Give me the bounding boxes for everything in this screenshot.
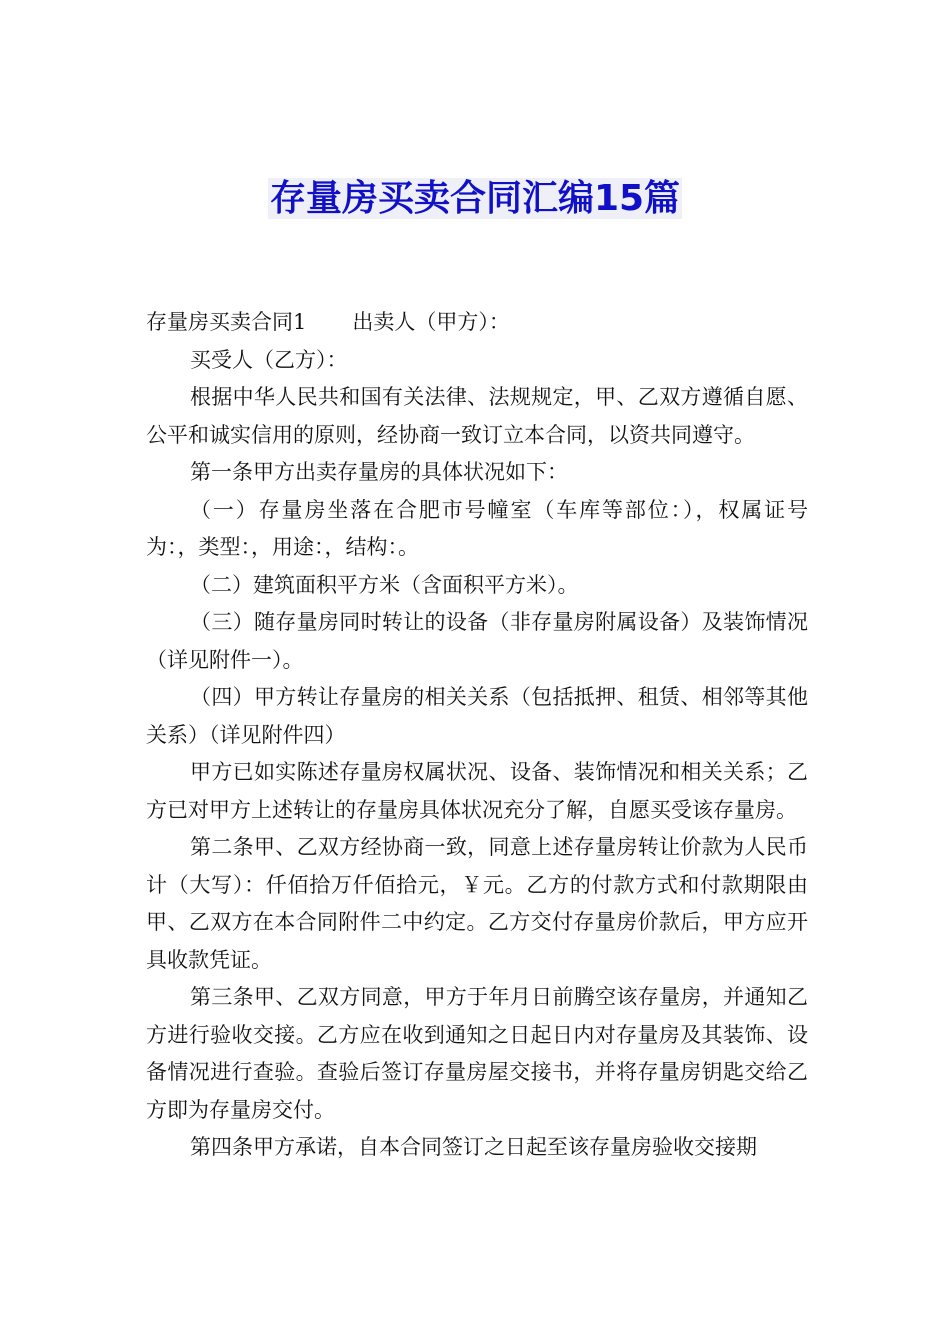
- document-title: [0, 174, 950, 224]
- paragraph: （一）存量房坐落在合肥市号幢室（车库等部位：），权属证号为：，类型：，用途：，结构：。: [146, 497, 808, 559]
- paragraph: （二）建筑面积平方米（含面积平方米）。: [190, 572, 579, 597]
- paragraph: 根据中华人民共和国有关法律、法规规定，甲、乙双方遵循自愿、公平和诚实信用的原则，经协商一致订立本合同，以资共同遵守。: [146, 385, 808, 447]
- paragraph: 第二条甲、乙双方经协商一致，同意上述存量房转让价款为人民币计（大写）：仟佰拾万仟佰拾元，￥元。乙方的付款方式和付款期限由甲、乙双方在本合同附件二中约定。乙方交付存量房价款后，甲方应开具收款凭证。: [146, 835, 808, 972]
- paragraph: （三）随存量房同时转让的设备（非存量房附属设备）及装饰情况（详见附件一）。: [146, 610, 808, 672]
- contract-heading: 存量房买卖合同1: [146, 310, 307, 334]
- paragraph: （四）甲方转让存量房的相关关系（包括抵押、租赁、相邻等其他关系）（详见附件四）: [146, 685, 808, 747]
- paragraph: 第四条甲方承诺，自本合同签订之日起至该存量房验收交接期: [190, 1135, 757, 1159]
- document-body: [146, 304, 808, 1167]
- paragraph: 第三条甲、乙双方同意，甲方于年月日前腾空该存量房，并通知乙方进行验收交接。乙方应在收到通知之日起日内对存量房及其装饰、设备情况进行查验。查验后签订存量房屋交接书，并将存量房钥匙交给乙方即为存量房交付。: [146, 985, 808, 1122]
- document-title-text: 存量房买卖合同汇编15篇: [269, 178, 681, 219]
- paragraph: 甲方已如实陈述存量房权属状况、设备、装饰情况和相关关系；乙方已对甲方上述转让的存量房具体状况充分了解，自愿买受该存量房。: [146, 760, 808, 822]
- paragraph: 第一条甲方出卖存量房的具体状况如下：: [190, 460, 568, 484]
- contract-heading-line: [146, 304, 808, 342]
- seller-line: 出卖人（甲方）：: [352, 310, 510, 334]
- paragraph: 买受人（乙方）：: [190, 347, 348, 372]
